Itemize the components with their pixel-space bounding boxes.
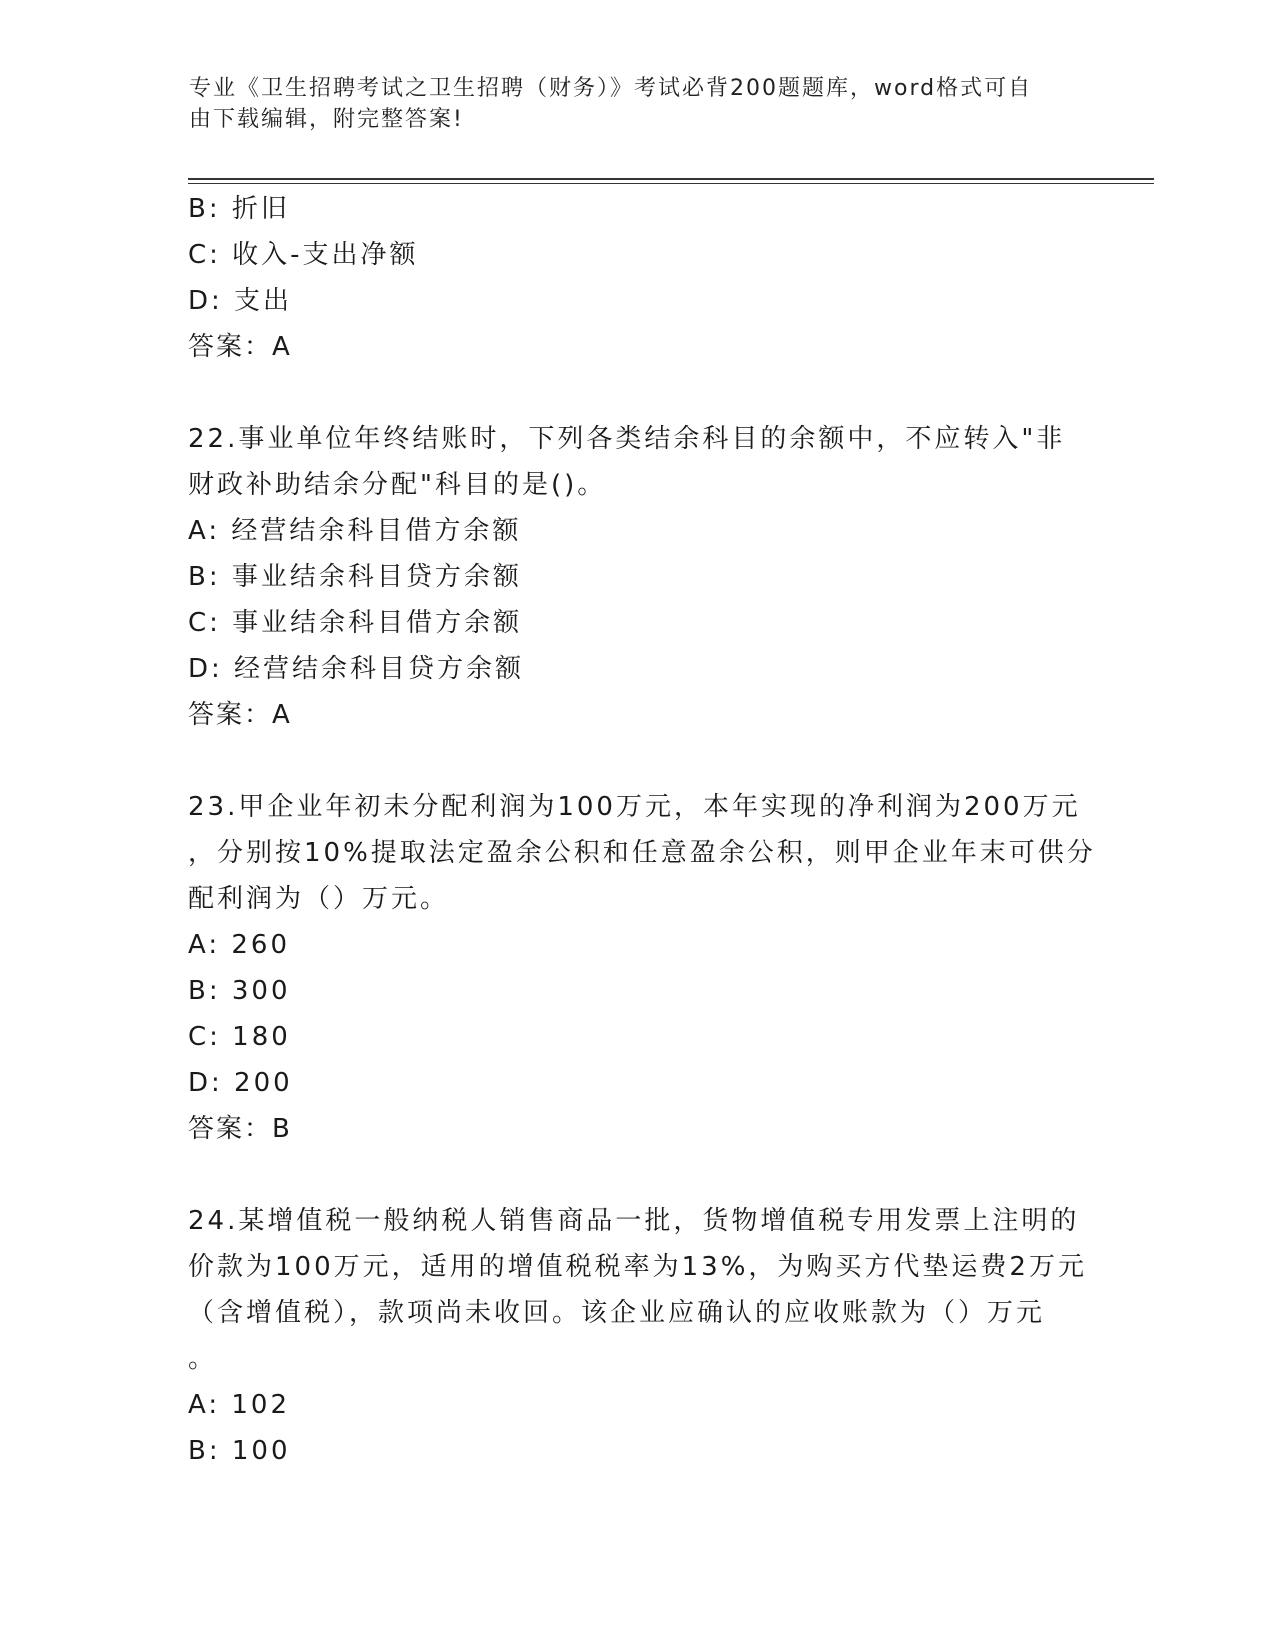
option-b: B: 300 bbox=[188, 976, 291, 1006]
header-line-2: 由下载编辑，附完整答案! bbox=[189, 107, 464, 132]
answer-text: 答案：B bbox=[188, 1114, 292, 1144]
option-a: A: 260 bbox=[188, 930, 290, 960]
answer-text: 答案：A bbox=[188, 700, 292, 730]
question-24 bbox=[188, 1198, 1088, 1474]
question-stem-line: 。 bbox=[188, 1344, 218, 1374]
option-d: D: 经营结余科目贷方余额 bbox=[188, 654, 525, 684]
document-body bbox=[188, 186, 1096, 1474]
option-a: A: 经营结余科目借方余额 bbox=[188, 516, 522, 546]
header-line-1: 专业《卫生招聘考试之卫生招聘（财务）》考试必背200题题库，word格式可自 bbox=[189, 76, 1033, 101]
question-stem-line: 配利润为（）万元。 bbox=[188, 884, 450, 914]
question-21-continued bbox=[188, 186, 1088, 370]
question-stem-line: （含增值税），款项尚未收回。该企业应确认的应收账款为（）万元 bbox=[188, 1298, 1046, 1328]
question-stem-line: 财政补助结余分配"科目的是()。 bbox=[188, 470, 607, 500]
option-c: C: 收入-支出净额 bbox=[188, 240, 419, 270]
question-23 bbox=[188, 784, 1096, 1152]
option-c: C: 事业结余科目借方余额 bbox=[188, 608, 523, 638]
question-stem-line: 价款为100万元，适用的增值税税率为13%，为购买方代垫运费2万元 bbox=[188, 1252, 1087, 1282]
option-b: B: 折旧 bbox=[188, 194, 290, 224]
question-22 bbox=[188, 416, 1088, 738]
answer-text: 答案：A bbox=[188, 332, 292, 362]
question-stem-line: ，分别按10%提取法定盈余公积和任意盈余公积，则甲企业年末可供分 bbox=[188, 838, 1096, 868]
option-b: B: 100 bbox=[188, 1436, 291, 1466]
header-divider bbox=[188, 178, 1154, 184]
option-d: D: 支出 bbox=[188, 286, 293, 316]
page-header bbox=[189, 73, 1089, 135]
question-stem-line: 22.事业单位年终结账时，下列各类结余科目的余额中，不应转入"非 bbox=[188, 424, 1066, 454]
option-d: D: 200 bbox=[188, 1068, 293, 1098]
question-stem-line: 23.甲企业年初未分配利润为100万元，本年实现的净利润为200万元 bbox=[188, 792, 1081, 822]
option-b: B: 事业结余科目贷方余额 bbox=[188, 562, 522, 592]
option-c: C: 180 bbox=[188, 1022, 291, 1052]
option-a: A: 102 bbox=[188, 1390, 290, 1420]
question-stem-line: 24.某增值税一般纳税人销售商品一批，货物增值税专用发票上注明的 bbox=[188, 1206, 1080, 1236]
